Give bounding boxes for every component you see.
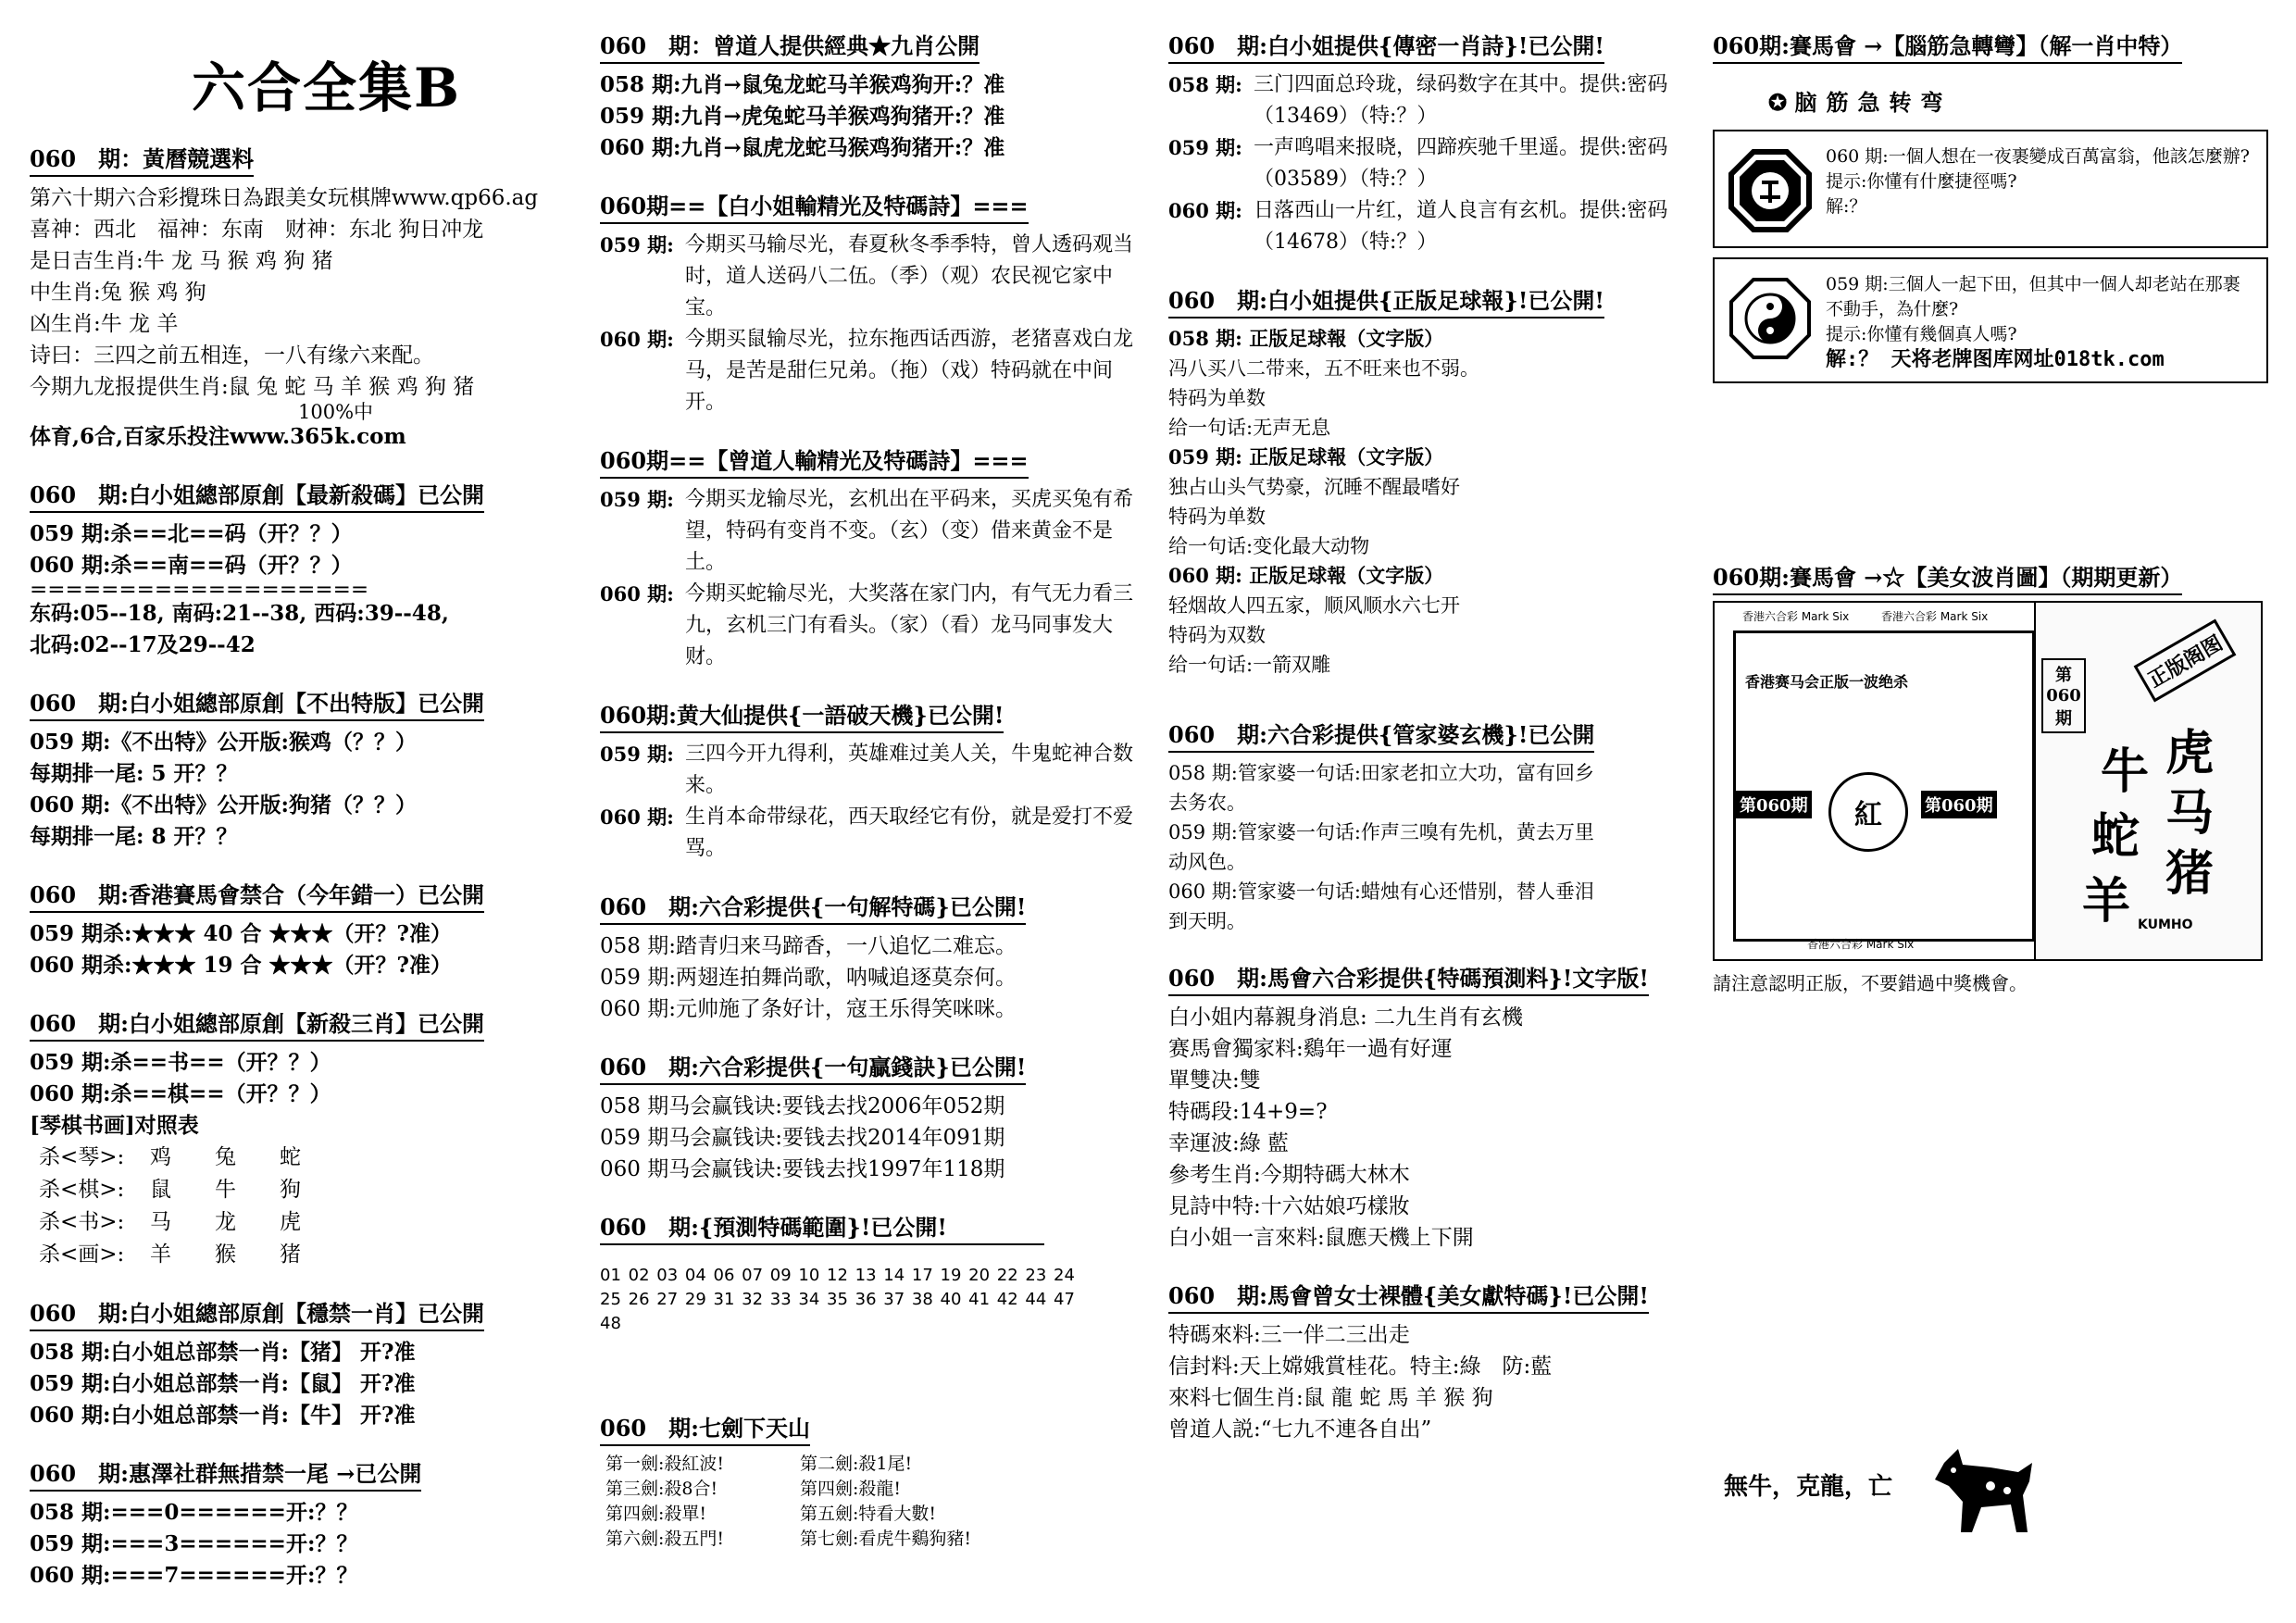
table-cell: 羊 bbox=[150, 1242, 171, 1267]
text-line: 060 期:杀==棋==（开？？） bbox=[30, 1081, 331, 1106]
text-line: 每期排一尾: 8 开？？ bbox=[30, 824, 238, 849]
text-line: 喜神：西北 福神：东南 财神：东北 狗日冲龙 bbox=[30, 218, 484, 242]
ban-one-section bbox=[30, 1295, 576, 1431]
section-title: 060 期:白小姐總部原創【不出特版】已公開 bbox=[30, 685, 484, 721]
zodiac-char: 羊 bbox=[2082, 873, 2131, 930]
entry-key: 060 期: bbox=[600, 582, 674, 606]
text-line: 060 期:管家婆一句话:蜡烛有心还惜别，替人垂泪 bbox=[1168, 880, 1594, 903]
table-cell: 杀<棋>: bbox=[39, 1178, 125, 1202]
lady-zeng-section bbox=[1168, 1278, 1687, 1445]
table-cell: 蛇 bbox=[280, 1145, 301, 1169]
text-line: 特碼來料:三一伴二三出走 bbox=[1168, 1323, 1410, 1347]
section-title: 060期==【曾道人輸精光及特碼詩】=== bbox=[600, 443, 1029, 479]
poster-issue-left: 第060期 bbox=[1736, 791, 1812, 818]
win-money-section bbox=[600, 1049, 1137, 1185]
entry-key: 060 期: bbox=[600, 328, 674, 351]
text-line: 058 期: 正版足球報（文字版） bbox=[1168, 327, 1444, 350]
riddle-box-2 bbox=[1713, 257, 2268, 383]
no-special-section bbox=[30, 685, 576, 853]
entry bbox=[1168, 69, 1687, 132]
zodiac-poster bbox=[1713, 601, 2263, 961]
text-line: 今期九龙报提供生肖:鼠 兔 蛇 马 羊 猴 鸡 狗 猪 bbox=[30, 375, 475, 399]
text-line: 059 期:===3======开:？？ bbox=[30, 1531, 358, 1556]
text-line: 060 期:《不出特》公开版:狗猪（？？） bbox=[30, 793, 417, 818]
text-line: 凶生肖:牛 龙 羊 bbox=[30, 312, 179, 336]
housekeeper-section bbox=[1168, 717, 1687, 936]
text-line: 是日吉生肖:牛 龙 马 猴 鸡 狗 猪 bbox=[30, 249, 333, 273]
zeng-poem-section bbox=[600, 443, 1137, 673]
text-line: 冯八买八二带来，五不旺来也不弱。 bbox=[1168, 357, 1479, 380]
sword-item: 第七劍:看虎牛鷄狗豬! bbox=[800, 1529, 972, 1549]
range-section bbox=[600, 1209, 1137, 1336]
riddle-box-1 bbox=[1713, 130, 2268, 248]
zodiac-table bbox=[39, 1142, 576, 1271]
text-line: 參考生肖:今期特碼大林木 bbox=[1168, 1163, 1410, 1187]
zodiac-char: 虎 bbox=[2165, 725, 2215, 781]
text-line: 059 期:九肖→虎兔蛇马羊猴鸡狗猪开:？准 bbox=[600, 104, 1005, 129]
section-title: 060 期：黃曆競選料 bbox=[30, 141, 254, 177]
text-line: 诗曰：三四之前五相连，一八有缘六来配。 bbox=[30, 343, 434, 368]
poster-header: 香港赛马会正版一波绝杀 bbox=[1745, 673, 1909, 691]
text-line: 059 期:杀==书==（开？？） bbox=[30, 1050, 331, 1075]
star-icon: ✪ bbox=[1768, 89, 1795, 116]
text-line: 060 期马会赢钱诀:要钱去找1997年118期 bbox=[600, 1157, 1005, 1181]
text-line: 來料七個生肖:鼠 龍 蛇 馬 羊 猴 狗 bbox=[1168, 1386, 1493, 1410]
sword-item: 第二劍:殺1尾! bbox=[800, 1454, 913, 1474]
entry-key: 060 期: bbox=[600, 805, 674, 829]
yin-yang-icon bbox=[1724, 272, 1816, 365]
section-title: 060期==【白小姐輸精光及特碼詩】=== bbox=[600, 188, 1029, 224]
entry-key: 060 期: bbox=[1168, 199, 1242, 222]
section-title: 060 期:馬會六合彩提供{特碼預測料}!文字版! bbox=[1168, 960, 1649, 996]
text-line: 中生肖:兔 猴 鸡 狗 bbox=[30, 281, 206, 305]
sword-item: 第五劍:特看大數! bbox=[800, 1504, 937, 1524]
ban-combo-section bbox=[30, 877, 576, 981]
separator: =================== bbox=[30, 578, 369, 602]
text-line: 东码:05--18, 南码:21--38, 西码:39--48, bbox=[30, 601, 449, 626]
section-title: 060 期：曾道人提供經典★九肖公開 bbox=[600, 28, 980, 64]
table-cell: 狗 bbox=[280, 1178, 301, 1202]
text-line: 轻烟故人四五家，顺风顺水六七开 bbox=[1168, 594, 1460, 617]
text-line: 060 期:杀==南==码（开？？） bbox=[30, 553, 353, 578]
footer-hint bbox=[1724, 1467, 1892, 1502]
table-title: [琴棋书画]对照表 bbox=[30, 1113, 199, 1138]
text-line: 给一句话:一箭双雕 bbox=[1168, 654, 1331, 676]
column-2 bbox=[600, 28, 1137, 1576]
table-cell: 杀<画>: bbox=[39, 1242, 125, 1267]
kill-code-section bbox=[30, 477, 576, 661]
section-title: 060 期:七劍下天山 bbox=[600, 1410, 810, 1446]
riddle-section bbox=[1713, 28, 2268, 383]
text-line: 059 期: 正版足球報（文字版） bbox=[1168, 445, 1444, 468]
text-line: 060 期杀:★★★ 19 合 ★★★（开？?准） bbox=[30, 953, 453, 978]
text-line: 给一句话:变化最大动物 bbox=[1168, 535, 1370, 557]
secret-poem-section bbox=[1168, 28, 1687, 258]
dog-icon bbox=[1926, 1444, 2046, 1550]
text-line: 059 期:两翅连拍舞尚歌，呐喊追逐莫奈何。 bbox=[600, 966, 1017, 990]
column-3 bbox=[1168, 28, 1687, 1469]
text-line: 特码为双数 bbox=[1168, 624, 1266, 646]
sword-item: 第一劍:殺紅波! bbox=[605, 1454, 725, 1474]
table-cell: 杀<琴>: bbox=[39, 1145, 125, 1169]
prediction-section bbox=[1168, 960, 1687, 1254]
entry-key: 058 期: bbox=[1168, 73, 1242, 96]
text-line: 特码为单数 bbox=[1168, 506, 1266, 528]
text-line: 幸運波:綠 藍 bbox=[1168, 1131, 1290, 1155]
riddle-hint: 提示:你懂有幾個真人嗎? bbox=[1826, 324, 2017, 344]
section-title: 060 期:{預測特碼範圍}!已公開! bbox=[600, 1209, 1044, 1245]
zodiac-char: 马 bbox=[2165, 785, 2215, 842]
text-line: 给一句话:无声无息 bbox=[1168, 417, 1331, 439]
entry-key: 059 期: bbox=[1168, 136, 1242, 159]
entry bbox=[600, 230, 1137, 324]
entry-value: 一声鸣唱来报晓，四蹄疾驰千里遥。提供:密码（03589）（特:？） bbox=[1254, 136, 1668, 191]
poster-stamp: 正版阁图 bbox=[2134, 619, 2237, 703]
text-line: 059 期马会赢钱诀:要钱去找2014年091期 bbox=[600, 1126, 1005, 1150]
riddle-hint: 提示:你懂有什麼捷徑嗎? bbox=[1826, 171, 2017, 192]
text-line: 白小姐一言來料:鼠應天機上下開 bbox=[1168, 1226, 1474, 1250]
table-cell: 鼠 bbox=[150, 1178, 171, 1202]
zodiac-char: 猪 bbox=[2165, 845, 2215, 902]
section-title: 060 期:六合彩提供{一句解特碼}已公開! bbox=[600, 889, 1026, 925]
text-line: 第六十期六合彩攪珠日為跟美女玩棋牌www.qp66.ag bbox=[30, 186, 539, 210]
bai-poem-section bbox=[600, 188, 1137, 418]
almanac-section bbox=[30, 141, 576, 453]
sword-item: 第四劍:殺單! bbox=[605, 1504, 707, 1524]
section-title: 060 期:馬會曾女士裸體{美女獻特碼}!已公開! bbox=[1168, 1278, 1649, 1314]
riddle-answer: 解:？ 天将老牌图库网址018tk.com bbox=[1826, 348, 2165, 371]
table-cell: 兔 bbox=[215, 1145, 236, 1169]
entry-value: 日落西山一片红，道人良言有玄机。提供:密码（14678）（特:？） bbox=[1254, 199, 1668, 254]
section-title: 060 期:六合彩提供{管家婆玄機}!已公開 bbox=[1168, 717, 1594, 753]
column-1 bbox=[30, 28, 576, 1616]
column-4 bbox=[1713, 28, 2268, 1019]
table-cell: 鸡 bbox=[150, 1145, 171, 1169]
text-line: 058 期:===0======开:？？ bbox=[30, 1500, 358, 1525]
table-cell: 龙 bbox=[215, 1210, 236, 1234]
text-line: 动风色。 bbox=[1168, 851, 1246, 873]
entry bbox=[1168, 132, 1687, 195]
football-section bbox=[1168, 282, 1687, 680]
text-line: 060 期:九肖→鼠虎龙蛇马猴鸡狗猪开:？准 bbox=[600, 135, 1005, 160]
entry bbox=[600, 484, 1137, 579]
text-line: 独占山头气势豪，沉睡不醒最嗜好 bbox=[1168, 476, 1460, 498]
swords-grid bbox=[605, 1452, 1137, 1552]
zodiac-char: 蛇 bbox=[2091, 808, 2140, 865]
footer-hint-text: 無牛，克龍，亡 bbox=[1724, 1473, 1893, 1501]
riddle-subtitle bbox=[1768, 84, 2268, 117]
sword-item: 第六劍:殺五門! bbox=[605, 1529, 725, 1549]
poster-tag: 香港六合彩 Mark Six bbox=[1881, 610, 1989, 623]
riddle-text: 060 期:一個人想在一夜裹變成百萬富翁，他該怎麼辦? bbox=[1826, 146, 2250, 167]
poster-section bbox=[1713, 559, 2268, 995]
riddle-text: 059 期:三個人一起下田，但其中一個人却老站在那裹不動手，為什麼? bbox=[1826, 274, 2240, 319]
text-line: 100%中 bbox=[298, 401, 374, 423]
text-line: 見詩中特:十六姑娘巧樣妝 bbox=[1168, 1194, 1410, 1218]
text-line: 060 期:白小姐总部禁一肖:【牛】 开?准 bbox=[30, 1403, 416, 1428]
poster-note: 請注意認明正版，不要錯過中獎機會。 bbox=[1713, 972, 2028, 994]
entry bbox=[1168, 195, 1687, 258]
text-line: 北码:02--17及29--42 bbox=[30, 632, 256, 657]
entry-key: 059 期: bbox=[600, 233, 674, 256]
text-line: 特码为单数 bbox=[1168, 387, 1266, 409]
text-line: 059 期:白小姐总部禁一肖:【鼠】 开?准 bbox=[30, 1371, 416, 1396]
text-line: 曾道人説:“七九不連各自出” bbox=[1168, 1417, 1432, 1442]
text-line: 去务农。 bbox=[1168, 792, 1246, 814]
kill-three-section bbox=[30, 1005, 576, 1271]
poster-tag: 香港六合彩 Mark Six bbox=[1807, 938, 1915, 951]
text-line: 060 期:===7======开:？？ bbox=[30, 1563, 358, 1588]
poster-issue: 第060期 bbox=[2041, 658, 2086, 733]
section-title: 060 期:白小姐總部原創【新殺三肖】已公開 bbox=[30, 1005, 484, 1042]
entry-value: 今期买蛇输尽光，大奖落在家门内，有气无力看三九，玄机三门有看头。（家）（看）龙马同事发大财。 bbox=[685, 582, 1134, 668]
riddle-answer: 解:？ bbox=[1826, 196, 1867, 217]
huang-section bbox=[600, 697, 1137, 865]
poster-brand: KUMHO bbox=[2138, 918, 2193, 932]
entry-value: 三四今开九得利，英雄难过美人关，牛鬼蛇神合数来。 bbox=[685, 743, 1134, 797]
entry-value: 三门四面总玲珑，绿码数字在其中。提供:密码（13469）（特:？） bbox=[1254, 73, 1668, 128]
text-line: 特碼段:14+9=? bbox=[1168, 1100, 1328, 1124]
entry-value: 生肖本命带绿花，西天取经它有份，就是爱打不爱骂。 bbox=[685, 805, 1134, 860]
one-line-section bbox=[600, 889, 1137, 1025]
entry-key: 059 期: bbox=[600, 488, 674, 511]
page-title: 六合全集B bbox=[192, 56, 462, 119]
table-cell: 马 bbox=[150, 1210, 171, 1234]
table-cell: 杀<书>: bbox=[39, 1210, 125, 1234]
table-cell: 牛 bbox=[215, 1178, 236, 1202]
sword-item: 第四劍:殺龍! bbox=[800, 1479, 902, 1499]
entry-value: 今期买鼠输尽光，拉东拖西话西游，老猪喜戏白龙马，是苦是甜仨兄弟。（拖）（戏）特码就在中间开。 bbox=[685, 328, 1134, 414]
seven-swords-section bbox=[600, 1410, 1137, 1552]
text-line: 每期排一尾: 5 开？？ bbox=[30, 761, 238, 786]
section-title: 060 期:白小姐提供{傳密一肖詩}!已公開! bbox=[1168, 28, 1604, 64]
text-line: 信封料:天上嫦娥賞桂花。特主:綠 防:藍 bbox=[1168, 1355, 1553, 1379]
text-line: 赛馬會獨家料:鷄年一過有好運 bbox=[1168, 1037, 1453, 1061]
entry bbox=[600, 802, 1137, 865]
entry-key: 059 期: bbox=[600, 743, 674, 766]
section-title: 060 期:白小姐總部原創【最新殺碼】已公開 bbox=[30, 477, 484, 513]
section-title: 060期:黄大仙提供{一語破天機}已公開! bbox=[600, 697, 1004, 733]
text-line: 單雙决:雙 bbox=[1168, 1068, 1261, 1092]
poster-issue-right: 第060期 bbox=[1921, 791, 1997, 818]
entry bbox=[600, 579, 1137, 673]
entry bbox=[600, 324, 1137, 418]
section-title: 060 期:香港賽馬會禁合（今年錯一）已公開 bbox=[30, 877, 484, 913]
text-line: 058 期:管家婆一句话:田家老扣立大功，富有回乡 bbox=[1168, 762, 1594, 784]
table-cell: 猪 bbox=[280, 1242, 301, 1267]
text-line: 059 期:《不出特》公开版:猴鸡（？？） bbox=[30, 730, 417, 755]
section-title: 060 期:白小姐總部原創【穩禁一肖】已公開 bbox=[30, 1295, 484, 1331]
text-line: 058 期:踏青归来马蹄香，一八追忆二难忘。 bbox=[600, 934, 1017, 958]
section-title: 060期:賽馬會 →【腦筋急轉彎】（解一肖中特） bbox=[1713, 28, 2182, 64]
poster-right-panel bbox=[2034, 603, 2263, 959]
wave-badge: 紅 bbox=[1828, 772, 1908, 852]
text-line: 到天明。 bbox=[1168, 910, 1246, 932]
text-line: 059 期杀:★★★ 40 合 ★★★（开？?准） bbox=[30, 921, 453, 946]
text-line: 060 期:元帅施了条好计，寇王乐得笑咪咪。 bbox=[600, 997, 1017, 1021]
text-line: 白小姐内幕親身消息: 二九生肖有玄機 bbox=[1168, 1005, 1524, 1030]
text-line: 060 期: 正版足球報（文字版） bbox=[1168, 564, 1444, 587]
table-cell: 猴 bbox=[215, 1242, 236, 1267]
nine-zodiac-section bbox=[600, 28, 1137, 164]
section-title: 060 期:白小姐提供{正版足球報}!已公開! bbox=[1168, 282, 1604, 318]
section-title: 060 期:惠澤社群無措禁一尾 →已公開 bbox=[30, 1455, 421, 1492]
ban-tail-section bbox=[30, 1455, 576, 1592]
riddle-subtitle-text: 脑筋急转弯 bbox=[1794, 89, 1953, 116]
section-title: 060期:賽馬會 →☆【美女波肖圖】（期期更新） bbox=[1713, 559, 2182, 595]
entry-value: 今期买马输尽光，春夏秋冬季季特，曾人透码观当时，道人送码八二伍。（季）（观）农民视它家中宝。 bbox=[685, 233, 1134, 319]
entry bbox=[600, 739, 1137, 802]
text-line: 059 期:管家婆一句话:作声三嗅有先机，黄去万里 bbox=[1168, 821, 1594, 843]
section-title: 060 期:六合彩提供{一句贏錢訣}已公開! bbox=[600, 1049, 1026, 1085]
text-line: 058 期马会赢钱诀:要钱去找2006年052期 bbox=[600, 1094, 1005, 1118]
number-list: 01 02 03 04 06 07 09 10 12 13 14 17 19 20 22 23 24 25 26 27 29 31 32 33 34 35 36 37 38 40 41 42 44 47 48 bbox=[600, 1266, 1075, 1333]
text-line: 058 期:九肖→鼠兔龙蛇马羊猴鸡狗开:？准 bbox=[600, 72, 1005, 97]
poster-tag: 香港六合彩 Mark Six bbox=[1742, 610, 1850, 623]
sword-item: 第三劍:殺8合! bbox=[605, 1479, 718, 1499]
zodiac-char: 牛 bbox=[2101, 743, 2150, 800]
ad-line: 体育,6合,百家乐投注www.365k.com bbox=[30, 424, 406, 449]
entry-value: 今期买龙输尽光，玄机出在平码来，买虎买兔有希望，特码有变肖不变。（玄）（变）借来黄金不是土。 bbox=[685, 488, 1134, 574]
poster-left-panel bbox=[1733, 630, 2035, 942]
text-line: 058 期:白小姐总部禁一肖:【猪】 开?准 bbox=[30, 1340, 416, 1365]
octagon-seal-icon bbox=[1724, 144, 1816, 237]
text-line: 059 期:杀==北==码（开？？） bbox=[30, 521, 353, 546]
table-cell: 虎 bbox=[280, 1210, 301, 1234]
